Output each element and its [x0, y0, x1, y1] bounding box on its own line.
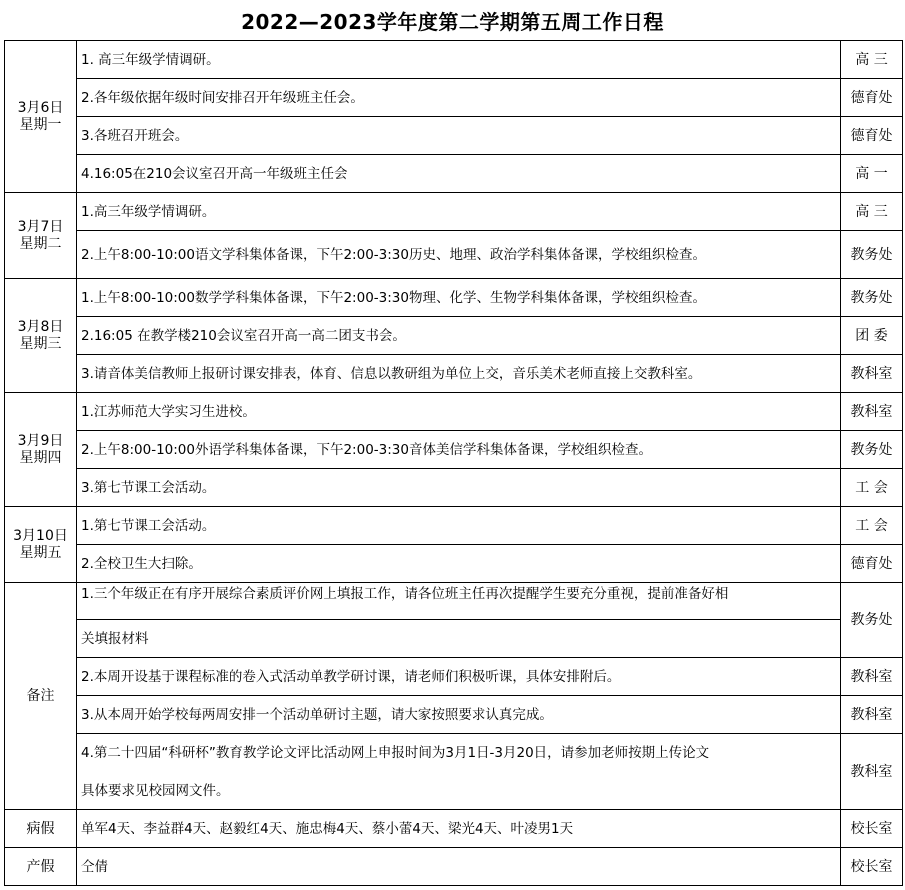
- schedule-item: 3.第七节课工会活动。: [77, 469, 841, 507]
- department-cell: 教务处: [841, 231, 903, 279]
- maternity-leave-text: 仝倩: [77, 848, 841, 886]
- sick-leave-text: 单军4天、李益群4天、赵毅红4天、施忠梅4天、蔡小蕾4天、梁光4天、叶凌男1天: [77, 810, 841, 848]
- department-cell: 德育处: [841, 79, 903, 117]
- schedule-item: 2.上午8:00-10:00外语学科集体备课，下午2:00-3:30音体美信学科集体备课，学校组织检查。: [77, 431, 841, 469]
- note-text-continued: 关填报材料: [81, 630, 149, 647]
- table-row: [5, 393, 903, 431]
- schedule-item: 1.上午8:00-10:00数学学科集体备课，下午2:00-3:30物理、化学、生物学科集体备课，学校组织检查。: [77, 279, 841, 317]
- schedule-item: 1. 高三年级学情调研。: [77, 41, 841, 79]
- table-row: [5, 117, 903, 155]
- department-cell: 工 会: [841, 469, 903, 507]
- department-cell: 校长室: [841, 848, 903, 886]
- table-row: [5, 734, 903, 810]
- department-cell: 教科室: [841, 355, 903, 393]
- table-row: [5, 79, 903, 117]
- schedule-item: 2.16:05 在教学楼210会议室召开高一高二团支书会。: [77, 317, 841, 355]
- department-cell: 教科室: [841, 734, 903, 810]
- department-cell: 高 三: [841, 193, 903, 231]
- schedule-table: [4, 40, 902, 888]
- day-weekday: 星期五: [19, 544, 62, 561]
- department-cell: 高 三: [841, 41, 903, 79]
- schedule-item: 2.全校卫生大扫除。: [77, 545, 841, 583]
- day-date: 3月6日: [17, 99, 64, 116]
- department-cell: 教科室: [841, 696, 903, 734]
- department-cell: 德育处: [841, 545, 903, 583]
- day-cell-wednesday: [5, 279, 77, 393]
- day-date: 3月8日: [17, 318, 64, 335]
- department-cell: 教科室: [841, 658, 903, 696]
- day-date: 3月10日: [13, 527, 68, 544]
- sick-leave-label: 病假: [5, 810, 77, 848]
- table-row: [5, 279, 903, 317]
- schedule-item: 3.请音体美信教师上报研讨课安排表，体育、信息以教研组为单位上交，音乐美术老师直接上交教科室。: [77, 355, 841, 393]
- schedule-item: 4.16:05在210会议室召开高一年级班主任会: [77, 155, 841, 193]
- maternity-leave-label: 产假: [5, 848, 77, 886]
- schedule-item: 1.第七节课工会活动。: [77, 507, 841, 545]
- day-weekday: 星期三: [19, 335, 62, 352]
- department-cell: 工 会: [841, 507, 903, 545]
- table-row: [5, 41, 903, 79]
- department-cell: 高 一: [841, 155, 903, 193]
- day-date: 3月7日: [17, 218, 64, 235]
- table-row: [5, 155, 903, 193]
- table-row: [5, 507, 903, 545]
- table-row: [5, 317, 903, 355]
- department-cell: 教务处: [841, 583, 903, 658]
- note-text-continued: 具体要求见校园网文件。: [81, 782, 230, 799]
- table-row: [5, 658, 903, 696]
- day-cell-thursday: [5, 393, 77, 507]
- note-item: [77, 583, 841, 658]
- day-weekday: 星期一: [19, 116, 62, 133]
- table-row: [5, 810, 903, 848]
- table-row: [5, 696, 903, 734]
- table-row: [5, 545, 903, 583]
- department-cell: 校长室: [841, 810, 903, 848]
- note-text: 1.三个年级正在有序开展综合素质评价网上填报工作，请各位班主任再次提醒学生要充分重视，提前准备好相: [77, 583, 840, 620]
- department-cell: 团 委: [841, 317, 903, 355]
- schedule-item: 2.上午8:00-10:00语文学科集体备课，下午2:00-3:30历史、地理、政治学科集体备课，学校组织检查。: [77, 231, 841, 279]
- day-weekday: 星期四: [19, 449, 62, 466]
- day-cell-tuesday: [5, 193, 77, 279]
- table-row: [5, 431, 903, 469]
- note-item: 3.从本周开始学校每两周安排一个活动单研讨主题，请大家按照要求认真完成。: [77, 696, 841, 734]
- day-cell-friday: [5, 507, 77, 583]
- department-cell: 教务处: [841, 279, 903, 317]
- schedule-item: 1.高三年级学情调研。: [77, 193, 841, 231]
- day-cell-monday: [5, 41, 77, 193]
- note-item: 2.本周开设基于课程标准的卷入式活动单教学研讨课，请老师们积极听课，具体安排附后。: [77, 658, 841, 696]
- table-row: [5, 193, 903, 231]
- department-cell: 教务处: [841, 431, 903, 469]
- department-cell: 教科室: [841, 393, 903, 431]
- page-title: 2022—2023学年度第二学期第五周工作日程: [241, 9, 664, 34]
- table-row: [5, 231, 903, 279]
- notes-label: 备注: [5, 583, 77, 810]
- table-row: [5, 848, 903, 886]
- table-row: [5, 583, 903, 658]
- day-weekday: 星期二: [19, 235, 62, 252]
- table-row: [5, 469, 903, 507]
- department-cell: 德育处: [841, 117, 903, 155]
- schedule-item: 1.江苏师范大学实习生进校。: [77, 393, 841, 431]
- schedule-item: 3.各班召开班会。: [77, 117, 841, 155]
- schedule-item: 2.各年级依据年级时间安排召开年级班主任会。: [77, 79, 841, 117]
- table-row: [5, 355, 903, 393]
- note-text: 4.第二十四届“科研杯”教育教学论文评比活动网上申报时间为3月1日-3月20日，请参加老师按期上传论文: [81, 745, 710, 761]
- note-item: [77, 734, 841, 810]
- day-date: 3月9日: [17, 432, 64, 449]
